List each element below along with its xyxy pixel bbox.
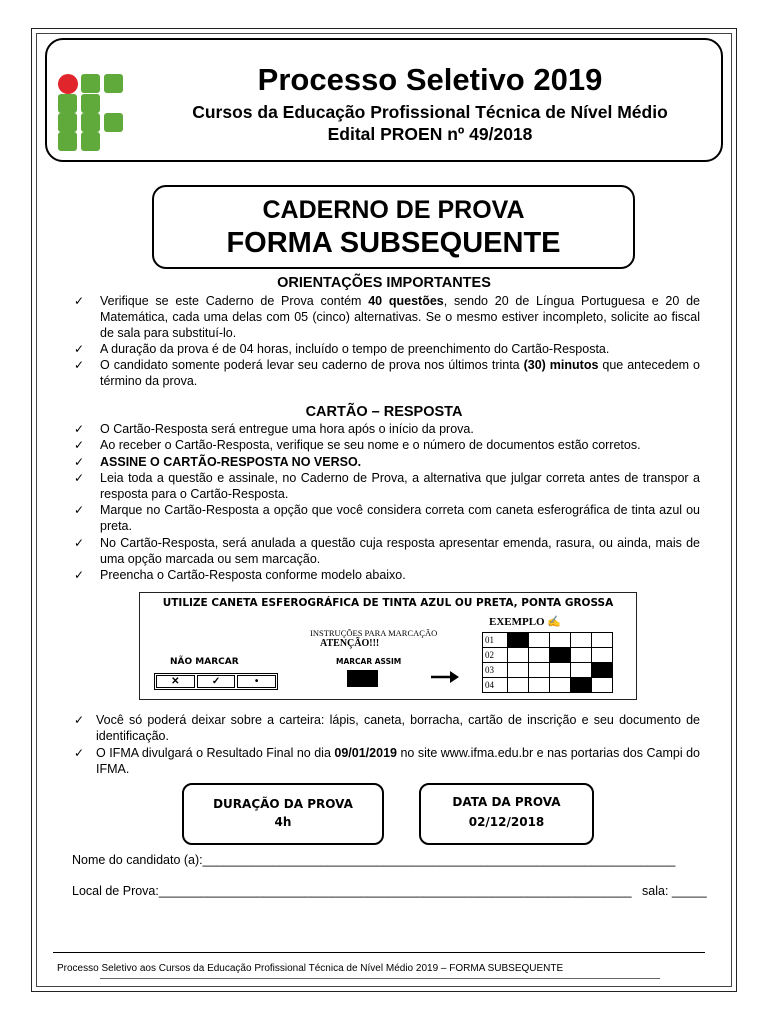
answer-bubble-filled	[592, 663, 613, 678]
check-icon: ✓	[74, 438, 85, 452]
duracao-value: 4h	[274, 815, 292, 829]
answer-sheet-example	[139, 592, 637, 700]
logo-square	[104, 74, 123, 93]
page-subtitle: Cursos da Educação Profissional Técnica de Nível Médio	[192, 102, 668, 122]
item-text: que antecedem o término da prova.	[100, 358, 700, 388]
footer-text: Processo Seletivo aos Cursos da Educação Profissional Técnica de Nível Médio 2019 – FORMA SUBSEQUENTE	[57, 963, 564, 974]
caderno-title: CADERNO DE PROVA	[262, 196, 525, 224]
marcar-assim-label: MARCAR ASSIM	[336, 657, 402, 666]
answer-bubble	[529, 678, 550, 693]
item-text: no site www.ifma.edu.br e nas portarias dos Campi do IFMA.	[96, 746, 700, 776]
data-prova-value: 02/12/2018	[468, 815, 545, 829]
logo-square	[58, 113, 77, 132]
data-prova-label: DATA DA PROVA	[452, 795, 561, 809]
arrow-right-icon	[430, 669, 460, 685]
answer-bubble	[550, 633, 571, 648]
orientacao-item	[74, 341, 700, 357]
answer-bubble	[508, 648, 529, 663]
answer-bubble-filled	[508, 633, 529, 648]
answer-bubble	[508, 678, 529, 693]
orientacao-item	[74, 293, 700, 341]
item-text: O IFMA divulgará o Resultado Final no dia	[96, 746, 335, 760]
item-text: No Cartão-Resposta, será anulada a questão cuja resposta apresentar emenda, rasura, ou ainda, mais de uma opção marcada ou sem marcação.	[100, 536, 700, 566]
item-text: O Cartão-Resposta será entregue uma hora após o início da prova.	[100, 422, 474, 436]
item-bold: 40 questões	[368, 294, 444, 308]
item-text: Marque no Cartão-Resposta a opção que você considera correta com caneta esferográfica de tinta azul ou preta.	[100, 503, 700, 533]
answer-bubble	[529, 648, 550, 663]
logo-square	[81, 74, 100, 93]
answer-grid-row	[483, 663, 613, 678]
atencao-label: ATENÇÃO!!!	[320, 638, 380, 649]
answer-grid-row	[483, 633, 613, 648]
cartao-item	[74, 470, 700, 502]
item-text: ASSINE O CARTÃO-RESPOSTA NO VERSO.	[100, 455, 362, 469]
answer-bubble	[571, 663, 592, 678]
final-item	[74, 745, 700, 777]
nome-candidato-field: Nome do candidato (a):____________________________________________________________________	[72, 853, 676, 867]
check-icon: ✓	[74, 536, 85, 550]
check-icon: ✓	[74, 422, 85, 436]
answer-bubble-filled	[571, 678, 592, 693]
ifma-logo	[58, 74, 124, 150]
exemplo-label	[489, 615, 561, 628]
bad-mark-check: ✓	[197, 675, 236, 688]
orientacao-item	[74, 357, 700, 389]
question-number: 02	[483, 648, 508, 663]
item-text: O candidato somente poderá levar seu caderno de prova nos últimos trinta	[100, 358, 524, 372]
bad-mark-dot: •	[237, 675, 276, 688]
answer-bubble	[571, 633, 592, 648]
footer-rule	[53, 952, 705, 953]
exemplo-text: EXEMPLO	[489, 616, 545, 628]
forma-title: FORMA SUBSEQUENTE	[226, 227, 561, 259]
check-icon: ✓	[74, 713, 85, 727]
logo-square	[81, 113, 100, 132]
answer-bubble	[529, 663, 550, 678]
data-prova-box	[419, 783, 594, 845]
filled-mark-sample	[347, 670, 378, 687]
answer-bubble-filled	[550, 648, 571, 663]
logo-square	[58, 94, 77, 113]
sheet-title: UTILIZE CANETA ESFEROGRÁFICA DE TINTA AZUL OU PRETA, PONTA GROSSA	[162, 597, 614, 609]
check-icon: ✓	[74, 342, 85, 356]
edital-label: Edital PROEN nº 49/2018	[327, 124, 533, 144]
answer-bubble	[550, 663, 571, 678]
question-number: 01	[483, 633, 508, 648]
orientacoes-title: ORIENTAÇÕES IMPORTANTES	[277, 275, 491, 291]
pen-icon: ✍	[547, 616, 562, 628]
answer-bubble	[592, 648, 613, 663]
check-icon: ✓	[74, 455, 85, 469]
answer-bubble	[508, 663, 529, 678]
duracao-label: DURAÇÃO DA PROVA	[213, 797, 353, 811]
question-number: 04	[483, 678, 508, 693]
logo-square	[104, 113, 123, 132]
answer-grid-row	[483, 648, 613, 663]
local-prova-field: Local de Prova:____________________________________________________________________ sala: _____	[72, 884, 707, 898]
cartao-item	[74, 437, 700, 453]
item-text: Verifique se este Caderno de Prova contém	[100, 294, 369, 308]
nao-marcar-label: NÃO MARCAR	[170, 657, 239, 667]
item-text: Leia toda a questão e assinale, no Caderno de Prova, a alternativa que julgar correta antes de transpor a resposta para o Cartão-Resposta.	[100, 471, 700, 501]
duracao-box	[182, 783, 384, 845]
answer-bubble	[592, 678, 613, 693]
logo-square	[58, 132, 77, 151]
check-icon: ✓	[74, 746, 85, 760]
item-text: Ao receber o Cartão-Resposta, verifique se seu nome e o número de documentos estão corretos.	[100, 438, 641, 452]
page-title: Processo Seletivo 2019	[257, 62, 603, 97]
answer-bubble	[529, 633, 550, 648]
cartao-title: CARTÃO – RESPOSTA	[305, 404, 463, 420]
check-icon: ✓	[74, 471, 85, 485]
item-text: Você só poderá deixar sobre a carteira: lápis, caneta, borracha, cartão de inscrição e seu documento de identificação.	[96, 713, 700, 743]
cartao-item	[74, 421, 700, 437]
answer-grid-row	[483, 678, 613, 693]
check-icon: ✓	[74, 503, 85, 517]
logo-square	[81, 94, 100, 113]
check-icon: ✓	[74, 568, 85, 582]
cartao-item	[74, 567, 700, 583]
question-number: 03	[483, 663, 508, 678]
item-text: Preencha o Cartão-Resposta conforme modelo abaixo.	[100, 568, 406, 582]
item-text: A duração da prova é de 04 horas, incluído o tempo de preenchimento do Cartão-Resposta.	[100, 342, 610, 356]
answer-bubble	[571, 648, 592, 663]
instrucoes-label: INSTRUÇÕES PARA MARCAÇÃO	[310, 628, 438, 638]
footer-underline	[100, 978, 660, 979]
answer-bubble	[550, 678, 571, 693]
answer-bubble	[592, 633, 613, 648]
check-icon: ✓	[74, 358, 85, 372]
cartao-item	[74, 502, 700, 534]
cartao-item	[74, 535, 700, 567]
check-icon: ✓	[74, 294, 85, 308]
item-text: , sendo 20 de Língua Portuguesa e 20 de Matemática, cada uma delas com 05 (cinco) alternativas. Se o mesmo estiver incompleto, solicite ao fiscal de sala para substituí-lo.	[100, 294, 700, 340]
cartao-item	[74, 454, 700, 470]
logo-red-dot	[58, 74, 78, 94]
item-bold: (30) minutos	[523, 358, 599, 372]
bad-marks-row	[154, 673, 278, 690]
item-bold: 09/01/2019	[334, 746, 397, 760]
final-item	[74, 712, 700, 744]
bad-mark-x: ✕	[156, 675, 195, 688]
answer-grid	[482, 632, 613, 693]
logo-square	[81, 132, 100, 151]
